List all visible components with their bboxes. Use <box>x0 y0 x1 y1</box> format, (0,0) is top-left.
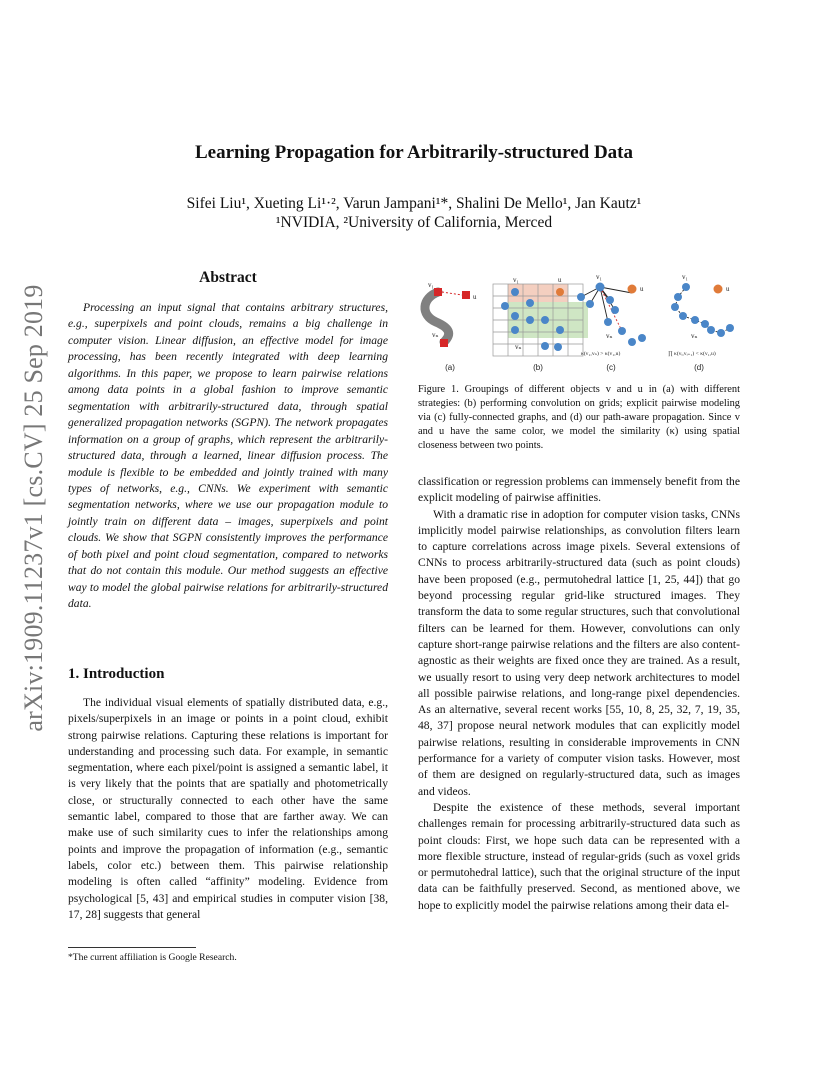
path-node-u <box>714 285 723 294</box>
node-v1-square <box>434 288 442 296</box>
label-u-c: u <box>640 285 644 293</box>
author-list: Sifei Liu¹, Xueting Li¹·², Varun Jampani¹*, Shalini De Mello¹, Jan Kautz¹ <box>186 195 642 212</box>
label-u: u <box>473 293 477 301</box>
formula-d: ∏ κ(vᵢ,vᵢ₊₁) < κ(v₁,u) <box>668 351 716 357</box>
arxiv-id: arXiv:1909.11237v1 [cs.CV] 25 Sep 2019 <box>19 283 48 732</box>
path-nodes <box>671 283 734 337</box>
paragraph: With a dramatic rise in adoption for computer vision tasks, CNNs implicitly model pairwise relationships, as convolution filters learn to capture correlations across image pixels. Several extensions of CNNs to process arbitrarily-structured data (such as point clouds) have been proposed (e.g., permutohedral lattice [1, 25, 44]) that go beyond processing regular grid-like structured images. They transform the data to some regular structures, such that convolutional filters can be learned for them. However, convolutions can only capture short-range pairwise relations and the filters are also content-agnostic as their weights are fixed once they are trained. As a result, we usually resort to using very deep network architectures to model all possible pairwise relations, and long-range pixel dependencies. As an alternative, several recent works [55, 10, 8, 25, 32, 7, 19, 35, 48, 37] propose neural network modules that can explicitly model pairwise relations, resulting in considerable improvements in CNN performance for a variety of computer vision tasks. However, most of them are designed on regularly-structured data, such as images and videos. <box>418 507 740 798</box>
label-vn-d: vₙ <box>691 332 698 340</box>
right-column-text <box>418 474 740 914</box>
abstract-heading: Abstract <box>199 269 257 286</box>
label-v1-c: v₁ <box>596 273 602 281</box>
label-vn: vₙ <box>432 331 439 339</box>
panel-label-d: (d) <box>694 363 704 372</box>
label-v1-b: v₁ <box>513 276 519 284</box>
panel-b <box>493 276 588 356</box>
grid-node-u <box>556 288 564 296</box>
formula-c: κ(v₁,vₙ) > κ(v₁,u) <box>581 351 621 357</box>
figure-caption: Figure 1. Groupings of different objects v and u in (a) with different strategies: (b) performing convolution on grids; explicit pairwise modeling via (c) fully-connected graphs, and (d) our path-aware propagation. Since v and u have the same color, we model the similarity (κ) using spatial closeness between two points. <box>418 384 740 452</box>
label-vn-b: vₙ <box>515 343 522 351</box>
node-vn-square <box>440 339 448 347</box>
fc-node-u <box>628 285 637 294</box>
label-vn-c: vₙ <box>606 332 613 340</box>
label-u-d: u <box>726 285 730 293</box>
paragraph: classification or regression problems can immensely benefit from the explicit modeling of pairwise affinities. <box>418 475 740 505</box>
paper-title: Learning Propagation for Arbitrarily-structured Data <box>194 142 634 163</box>
abstract-text: Processing an input signal that contains arbitrary structures, e.g., superpixels and point clouds, remains a big challenge in computer vision. Linear diffusion, an effective model for image processing, has been recently integrated with deep learning algorithms. In this paper, we propose to learn pairwise relations among data points in a global fashion to improve semantic segmentation with arbitrarily-structured data, through spatial generalized propagation networks (SGPN). The network propagates information on a group of graphs, which represent the arbitrarily-structured data, through a learned, linear diffusion process. The module is flexible to be embedded and jointly trained with many types of networks, e.g., CNNs. We experiment with semantic segmentation networks, where we use our propagation module to jointly train on different data – images, superpixels and point clouds. We show that SGPN consistently improves the performance of both pixel and point cloud segmentation, compared to networks that do not contain this module. Our method suggests an effective way to model the global pairwise relations for arbitrarily-structured data. <box>68 301 388 611</box>
introduction-heading: 1. Introduction <box>68 666 165 682</box>
paragraph: Despite the existence of these methods, several important challenges remain for processing arbitrarily-structured data such as point clouds: First, we hope such data can be represented with a more flexible structure, instead of regular-grids (such as voxel grids or permutohedral lattice), such that the original structure of the input data can be faithfully preserved. Second, as mentioned above, we hope to explicitly model the pairwise relations among their data el- <box>418 800 740 912</box>
panel-label-a: (a) <box>445 363 455 372</box>
panel-label-b: (b) <box>533 363 543 372</box>
label-v1-d: v₁ <box>682 273 688 281</box>
arxiv-watermark <box>14 285 54 730</box>
footnote: *The current affiliation is Google Research. <box>68 952 237 963</box>
panel-d <box>668 273 734 357</box>
label-v1: v₁ <box>428 281 434 289</box>
grid-lines <box>493 284 583 356</box>
panel-a <box>425 281 477 347</box>
figure-1 <box>418 270 740 376</box>
node-u-square <box>462 291 470 299</box>
affiliations: ¹NVIDIA, ²University of California, Merced <box>275 214 553 231</box>
introduction-text: The individual visual elements of spatially distributed data, e.g., pixels/superpixels in an image or points in a point cloud, exhibit strong pairwise relations. Capturing these relations is important for understanding and processing such data. For example, in semantic segmentation, where each pixel/point is assigned a semantic label, it is very likely that the points that are spatially and photometrically close, or structurally connected to each other have the same semantic label, compared to those that are farther away. We can make use of such similarity cues to infer the relationships among points and improve the propagation of information (e.g., semantic labels, color etc.) between them. This pairwise relationship modeling is often called “affinity” modeling. Evidence from psychological [5, 43] and empirical studies in computer vision [38, 17, 28] suggests that general <box>68 696 388 921</box>
panel-label-c: (c) <box>606 363 616 372</box>
label-u-b: u <box>558 276 562 284</box>
footnote-rule <box>68 947 196 948</box>
